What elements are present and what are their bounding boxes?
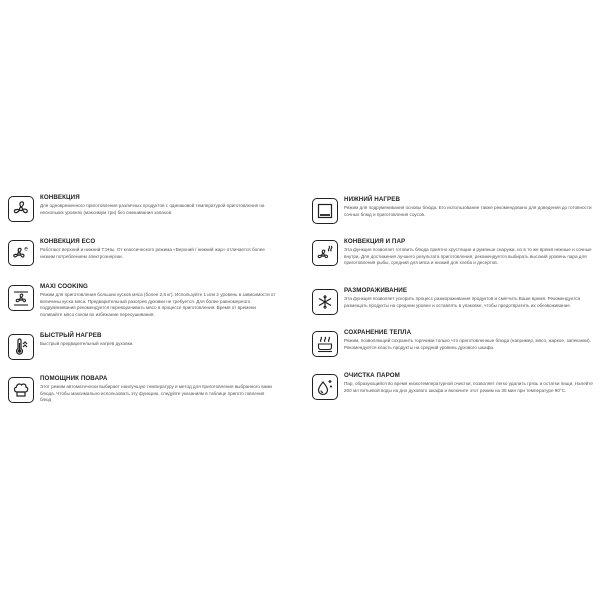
mode-description: Режим для приготовления больших кусков мяса (более 2,5 кг). Используйте 1 или 2 уровень в зависимости от величины куска мяса. Предварительный разогрев духовки не требуется. Для более равномерного подрумянивания рекомендуется переворачивать мясо в процессе приготовления. Время от времени поливайте мясо соком во избежание пересушивания. [40, 292, 276, 317]
mode-description: Режим для подрумянивания основы блюда. Его использование также рекомендовано для доведения до готовности сочных блюд и приготовления соусов. [344, 205, 592, 217]
steam-clean-icon [312, 374, 338, 400]
mode-title: ОЧИСТКА ПАРОМ [344, 372, 400, 379]
mode-description: Эта функция позволяет ускорить процесс размораживания продуктов и смягчить Ваше время. Рекомендуется размещать продукты на среднем уровне и оставлять в упаковке, чтобы предотвратить их обезвоживание. [344, 296, 581, 308]
mode-title: РАЗМОРАЖИВАНИЕ [344, 287, 408, 294]
mode-title: НИЖНИЙ НАГРЕВ [344, 196, 401, 203]
mode-description: Эта функция позволяет готовить блюда приятно хрустящие и румяные снаружи, но в то же время нежные и сочные внутри. Для достижения лучшего результата приготовления, рекомендуется выбирать высокий уровень пара для приготовления рыбы, средний для мяса и низкий для хлеба и десертов. [344, 247, 592, 266]
maxi-cooking-icon [8, 285, 34, 311]
snowflake-icon [312, 289, 338, 315]
mode-title: БЫСТРЫЙ НАГРЕВ [40, 332, 102, 339]
thermometer-icon [8, 334, 34, 360]
mode-description: Для одновременного приготовления различных продуктов с одинаковой температурой приготовления на нескольких уровнях (максимум три) без смешивания запахов. [40, 203, 265, 215]
mode-title: MAXI COOKING [40, 283, 88, 290]
mode-description: Работают верхний и нижний ТЭНы. От классического режима «Верхний / нижний жар» отличается более низким потреблением электроэнергии. [40, 247, 265, 259]
mode-title: КОНВЕКЦИЯ [40, 194, 80, 201]
bottom-heat-icon [312, 198, 338, 224]
fan-icon [8, 196, 34, 222]
keep-warm-icon [312, 331, 338, 357]
fan-eco-icon [8, 240, 34, 266]
mode-description: Режим, позволяющий сохранить горячими только что приготовленные блюда (например, мясо, жаркое, запеканки). Рекомендуется класть продукты на средний уровень духового шкафа. [344, 338, 591, 350]
chef-hat-icon [8, 377, 34, 403]
convection-steam-icon [312, 240, 338, 266]
mode-description: Быстрый предварительный нагрев духовки. [40, 341, 134, 346]
mode-title: КОНВЕКЦИЯ И ПАР [344, 238, 406, 245]
mode-title: КОНВЕКЦИЯ ECO [40, 238, 96, 245]
mode-title: СОХРАНЕНИЕ ТЕПЛА [344, 329, 412, 336]
mode-description: Этот режим автоматически выбирает наилучшую температуру и метод для приготовления выбранного вами блюда. Чтобы максимально использовать эту функцию, следуйте указаниям в таблице пригото говления блюд [40, 384, 272, 403]
mode-description: Пар, образующийся во время низкотемпературной очистки, позволяет легко удалить грязь и остатки пищи. Налейте 200 мл питьевой воды на дно духового шкафа и включите этот режим на 35 мин при температуре 90°С. [344, 381, 593, 393]
mode-title: ПОМОЩНИК ПОВАРА [40, 375, 108, 382]
svg-text:e: e [24, 245, 28, 253]
